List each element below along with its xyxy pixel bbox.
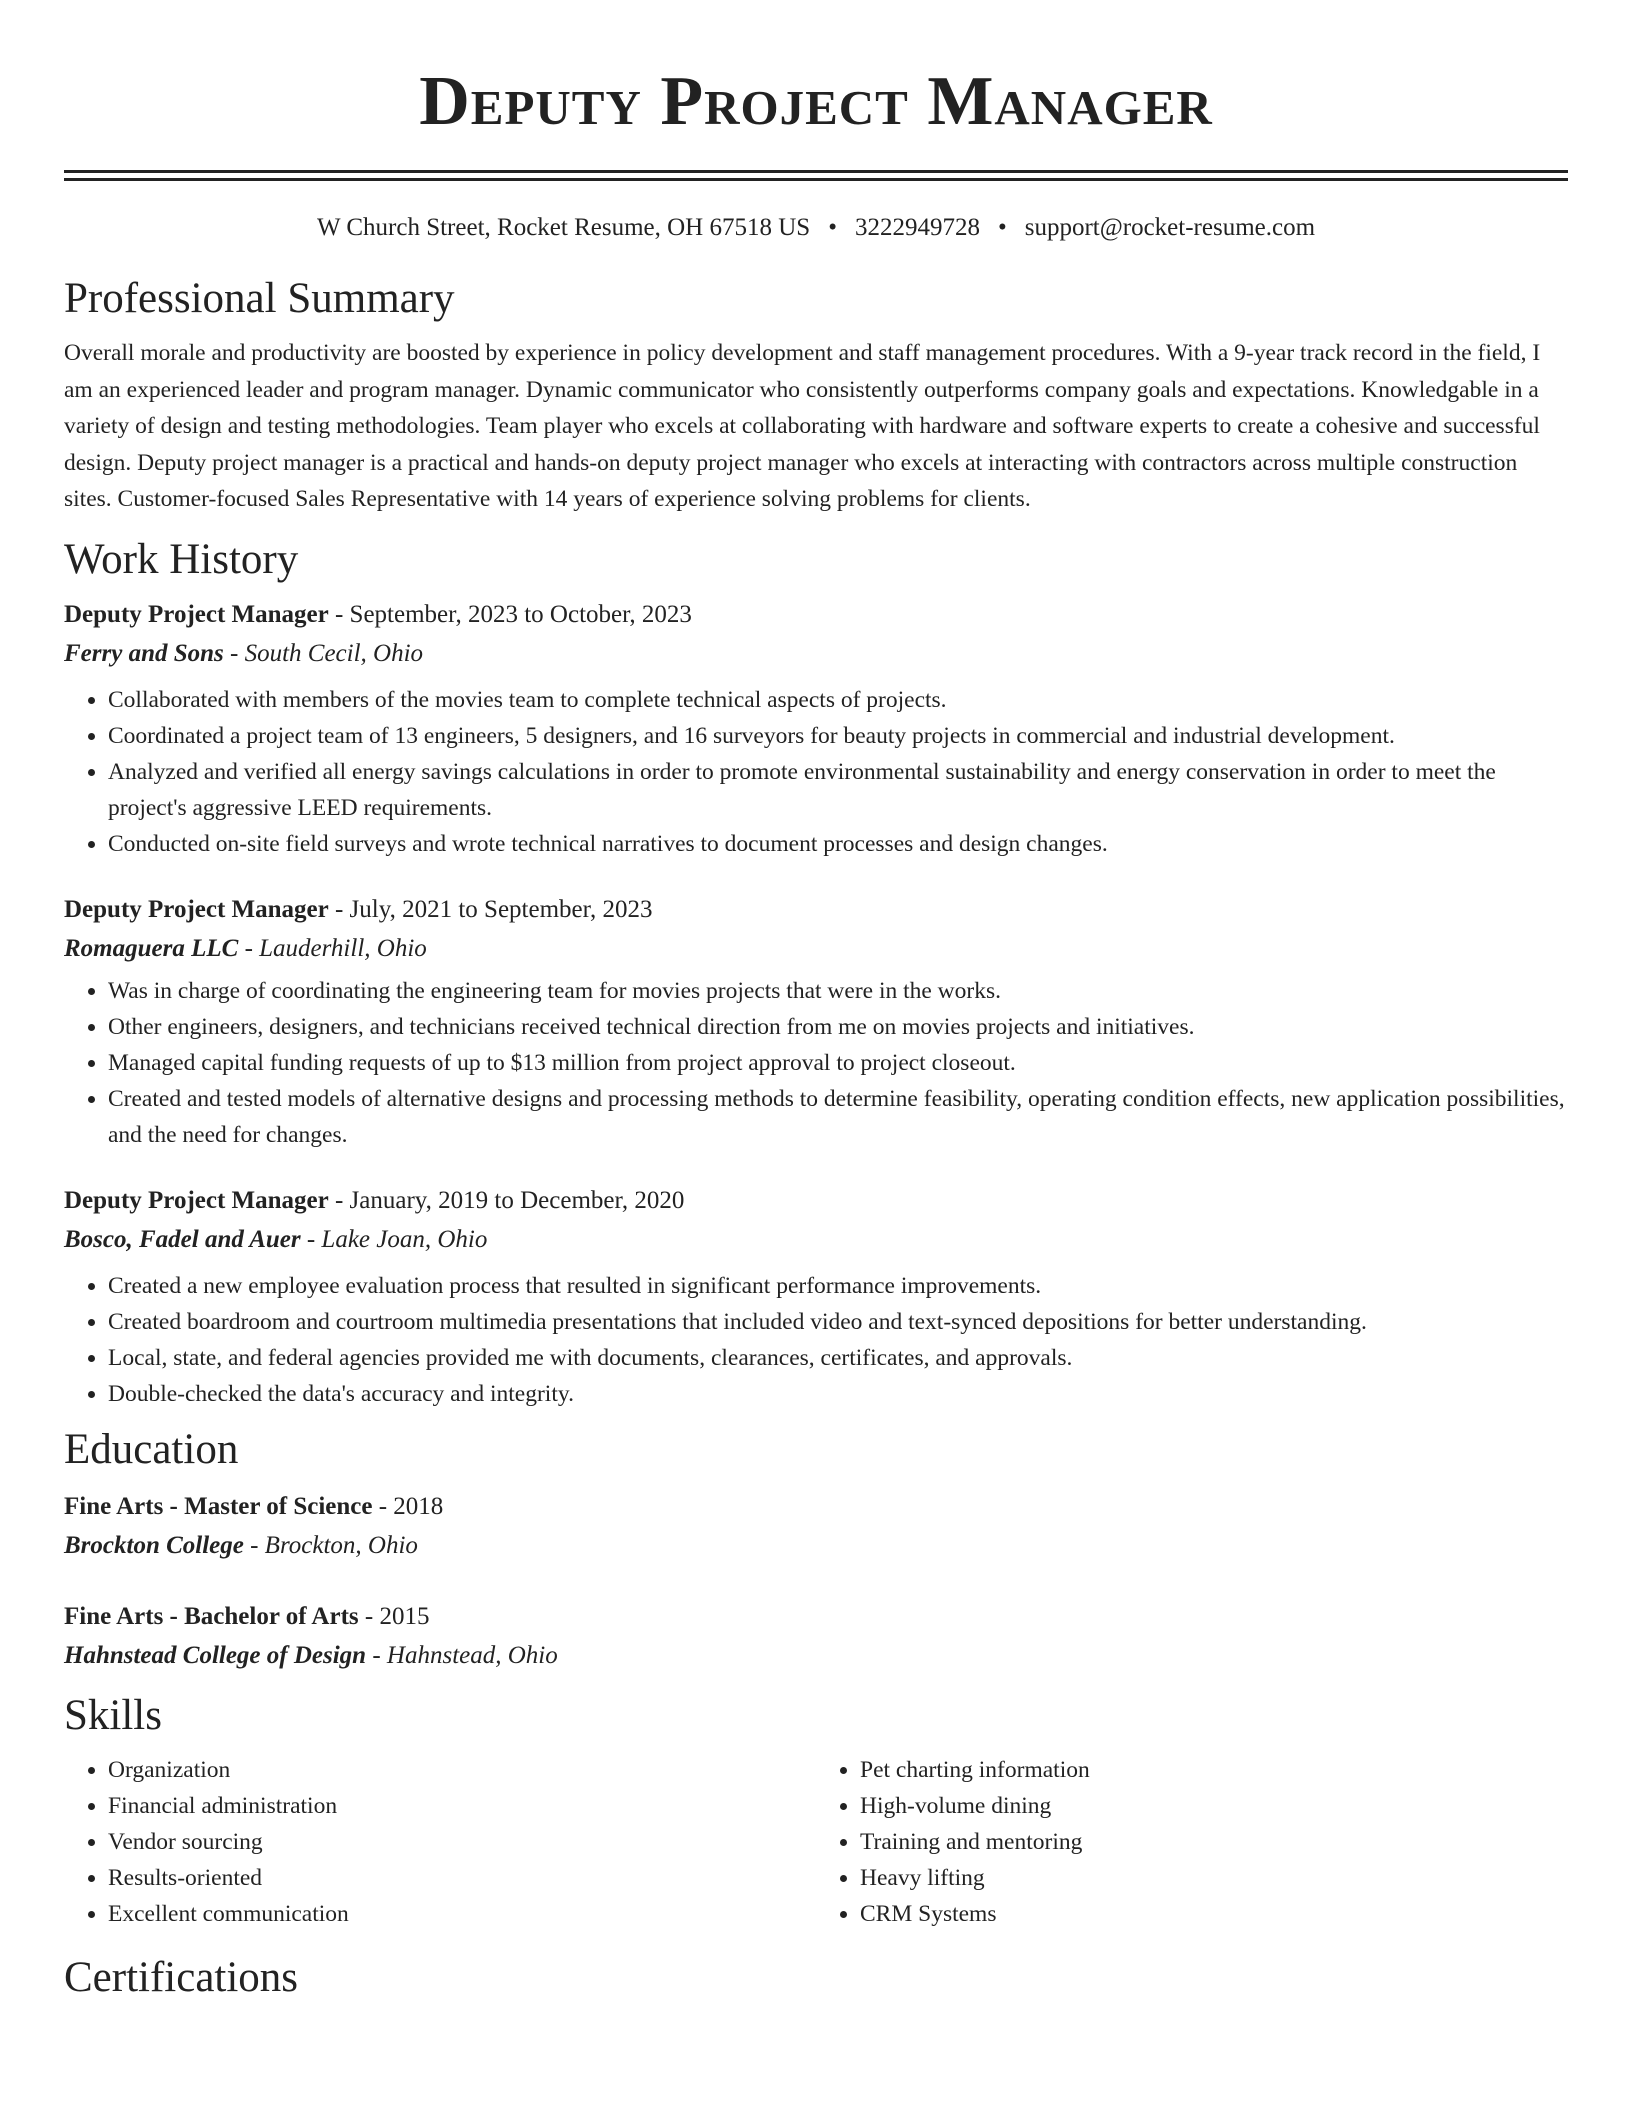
education-header [64, 1598, 1568, 1636]
job-bullet: • Other engineers, designers, and technicians received technical direction from me on movies projects and initiatives. [108, 1009, 1568, 1045]
education-school: Brockton College [64, 1531, 244, 1559]
job-company-line [64, 634, 1568, 674]
skills-heading: Skills [64, 1691, 162, 1739]
resume-title: Deputy Project Manager [419, 63, 1213, 140]
job-entry [64, 596, 1568, 862]
education-year: - 2015 [358, 1602, 430, 1630]
job-dates: - January, 2019 to December, 2020 [328, 1186, 685, 1214]
job-bullet: • Created and tested models of alternative designs and processing methods to determine feasibility, operating condition effects, new application possibilities, and the need for changes. [108, 1081, 1568, 1153]
skills-columns [64, 1752, 1568, 1932]
skill-item: • Organization [108, 1752, 816, 1788]
job-header [64, 891, 1568, 929]
job-bullet: • Was in charge of coordinating the engineering team for movies projects that were in the works. [108, 973, 1568, 1009]
job-title: Deputy Project Manager [64, 1186, 329, 1214]
job-company: Romaguera LLC [64, 934, 239, 962]
skills-list-right [816, 1752, 1568, 1932]
job-bullets [64, 682, 1568, 862]
job-bullet: • Coordinated a project team of 13 engineers, 5 designers, and 16 surveyors for beauty projects in commercial and industrial development. [108, 718, 1568, 754]
certifications-heading: Certifications [64, 1953, 299, 2001]
job-bullet: • Created boardroom and courtroom multimedia presentations that included video and text-synced depositions for better understanding. [108, 1304, 1568, 1340]
job-company-line [64, 929, 1568, 969]
education-degree: Fine Arts - Master of Science [64, 1492, 373, 1520]
education-entry [64, 1488, 1568, 1566]
skill-item: • Training and mentoring [860, 1824, 1568, 1860]
job-bullets [64, 973, 1568, 1153]
job-header [64, 1182, 1568, 1220]
job-dates: - July, 2021 to September, 2023 [328, 895, 653, 923]
education-header [64, 1488, 1568, 1526]
job-bullet: • Local, state, and federal agencies provided me with documents, clearances, certificates, and approvals. [108, 1340, 1568, 1376]
contact-address: W Church Street, Rocket Resume, OH 67518 US [316, 214, 811, 241]
skill-item: • Pet charting information [860, 1752, 1568, 1788]
contact-email: support@rocket-resume.com [1024, 214, 1316, 241]
job-company: Ferry and Sons [64, 639, 224, 667]
education-school-line [64, 1526, 1568, 1566]
job-bullets [64, 1268, 1568, 1412]
contact-separator: • [997, 214, 1007, 241]
skill-item: • Heavy lifting [860, 1860, 1568, 1896]
skill-item: • CRM Systems [860, 1896, 1568, 1932]
education-degree: Fine Arts - Bachelor of Arts [64, 1602, 359, 1630]
skill-item: • Vendor sourcing [108, 1824, 816, 1860]
skill-item: • Financial administration [108, 1788, 816, 1824]
education-location: - Hahnstead, Ohio [366, 1641, 558, 1669]
job-header [64, 596, 1568, 634]
contact-phone: 3222949728 [854, 214, 980, 241]
education-location: - Brockton, Ohio [243, 1531, 418, 1559]
skills-list-left [64, 1752, 816, 1932]
skill-item: • High-volume dining [860, 1788, 1568, 1824]
job-location: - Lauderhill, Ohio [238, 934, 427, 962]
contact-line [64, 213, 1568, 243]
job-bullet: • Managed capital funding requests of up to $13 million from project approval to project closeout. [108, 1045, 1568, 1081]
job-dates: - September, 2023 to October, 2023 [328, 600, 692, 628]
job-location: - South Cecil, Ohio [223, 639, 424, 667]
job-bullet: • Created a new employee evaluation process that resulted in significant performance improvements. [108, 1268, 1568, 1304]
job-entry [64, 1182, 1568, 1412]
summary-heading: Professional Summary [64, 275, 455, 322]
work-history-heading: Work History [64, 535, 299, 583]
skill-item: • Results-oriented [108, 1860, 816, 1896]
skill-item: • Excellent communication [108, 1896, 816, 1932]
job-title: Deputy Project Manager [64, 895, 329, 923]
job-bullet: • Conducted on-site field surveys and wrote technical narratives to document processes and design changes. [108, 826, 1568, 862]
job-location: - Lake Joan, Ohio [300, 1225, 488, 1253]
job-bullet: • Double-checked the data's accuracy and integrity. [108, 1376, 1568, 1412]
job-company: Bosco, Fadel and Auer [64, 1225, 301, 1253]
job-entry [64, 891, 1568, 1153]
job-title: Deputy Project Manager [64, 600, 329, 628]
education-school: Hahnstead College of Design [64, 1641, 367, 1669]
education-entry [64, 1598, 1568, 1676]
title-divider [64, 170, 1568, 181]
education-year: - 2018 [372, 1492, 444, 1520]
job-bullet: • Collaborated with members of the movies team to complete technical aspects of projects. [108, 682, 1568, 718]
contact-separator: • [828, 214, 837, 241]
job-company-line [64, 1220, 1568, 1260]
summary-text: Overall morale and productivity are boosted by experience in policy development and staff management procedures. With a 9-year track record in the field, I am an experienced leader and program manager. Dynamic communicator who consistently outperforms company goals and expectations. Knowledgable in a variety of design and testing methodologies. Team player who excels at collaborating with hardware and software experts to create a cohesive and successful design. Deputy project manager is a practical and hands-on deputy project manager who excels at interacting with contractors across multiple construction sites. Customer-focused Sales Representative with 14 years of experience solving problems for clients. [64, 340, 1541, 512]
education-school-line [64, 1636, 1568, 1676]
education-heading: Education [64, 1425, 239, 1473]
job-bullet: • Analyzed and verified all energy savings calculations in order to promote environmental sustainability and energy conservation in order to meet the project's aggressive LEED requirements. [108, 754, 1568, 826]
